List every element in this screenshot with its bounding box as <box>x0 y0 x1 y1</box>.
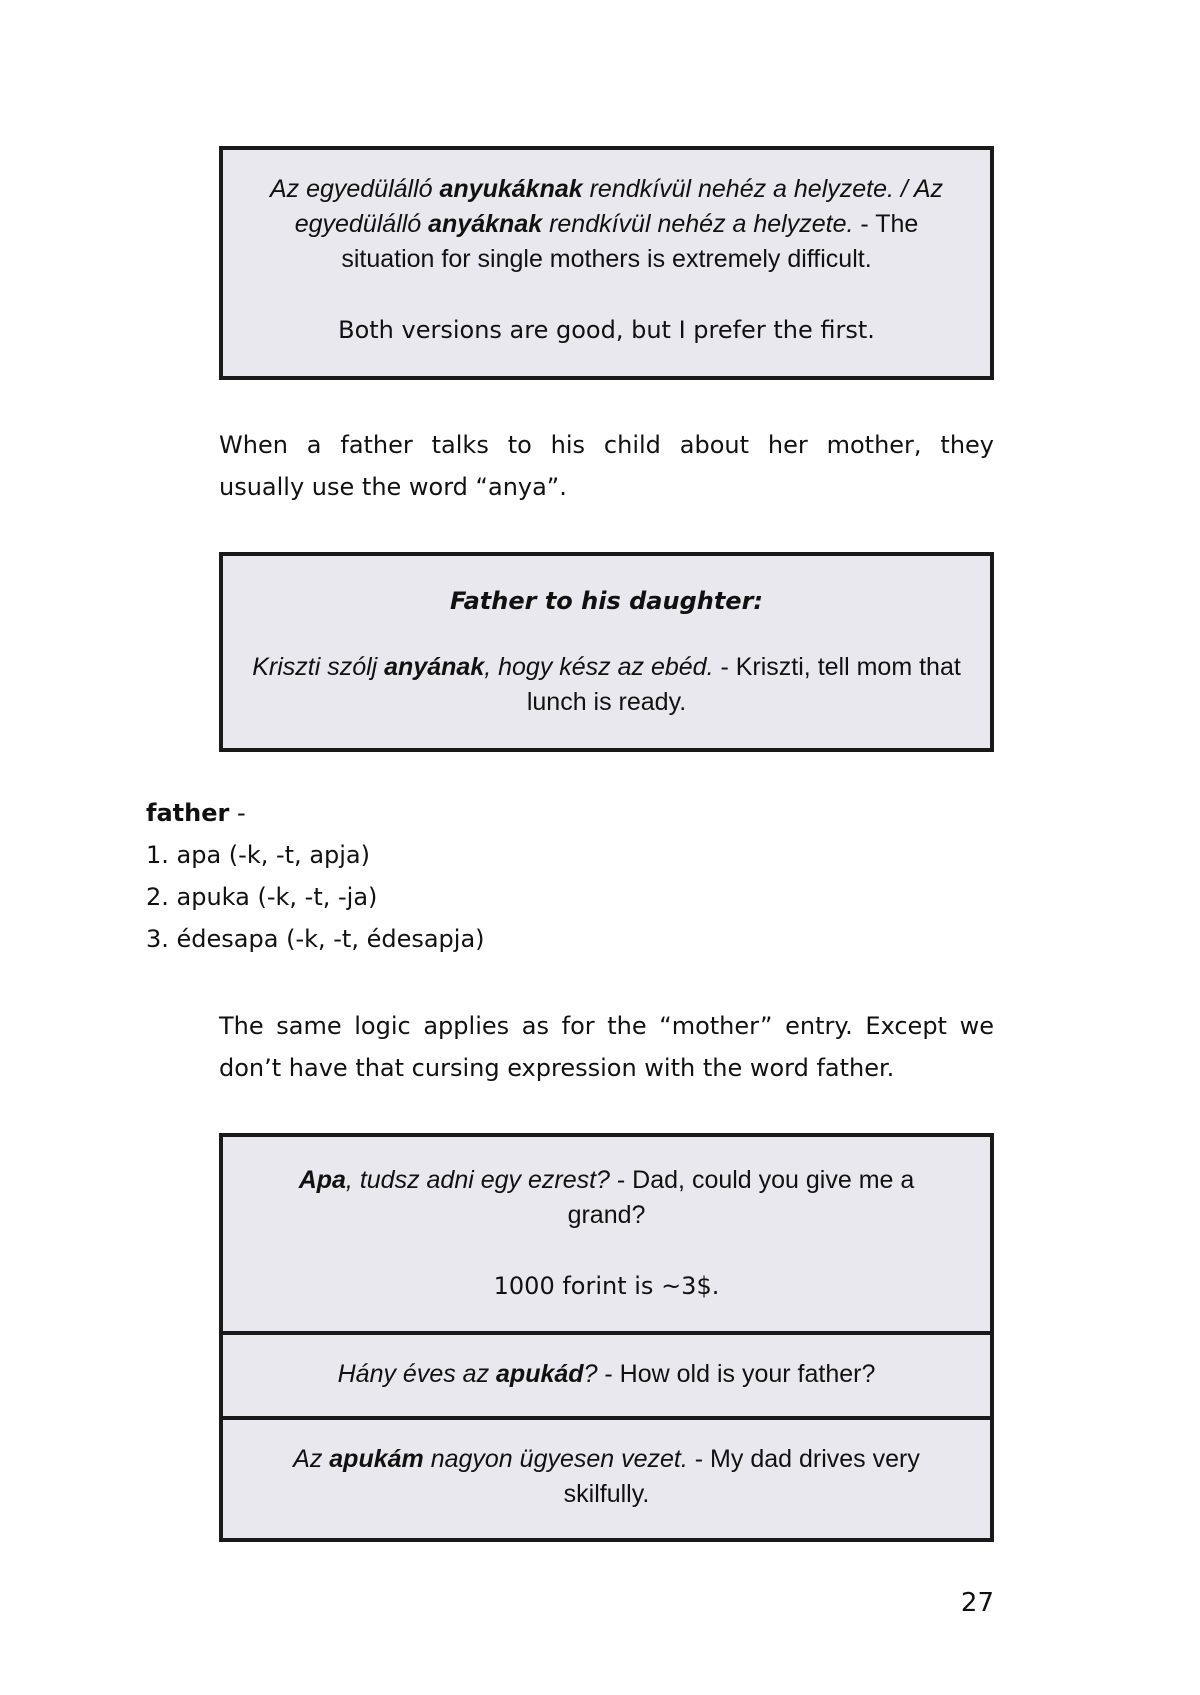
hungarian-text: , hogy kész az ebéd. <box>484 653 714 681</box>
hungarian-text: rendkívül nehéz a helyzete. / Az egyedülálló <box>294 175 944 238</box>
hungarian-text: ? <box>583 1360 598 1388</box>
example-sentence <box>283 1442 930 1512</box>
english-translation: - Kriszti, tell mom that lunch is ready. <box>526 653 961 716</box>
keyword: anyának <box>384 653 485 681</box>
example-note: Both versions are good, but I prefer the first. <box>338 316 875 344</box>
entry-form-item: 2. apuka (-k, -t, -ja) <box>146 883 378 911</box>
entry-headword-line <box>146 792 485 834</box>
hungarian-text: , tudsz adni egy ezrest? <box>345 1166 610 1194</box>
example-sentence <box>263 1357 950 1392</box>
paragraph-line: When a father talks to his child about her mother, they <box>219 431 994 459</box>
hungarian-text: nagyon ügyesen vezet. <box>423 1445 688 1473</box>
hungarian-text: Hány éves az <box>337 1360 497 1388</box>
hungarian-text: rendkívül nehéz a helyzete. <box>542 210 854 238</box>
paragraph-same-logic <box>219 1005 994 1089</box>
dictionary-entry-father <box>146 792 485 960</box>
keyword: anyáknak <box>428 210 543 238</box>
keyword: anyukáknak <box>439 175 583 203</box>
example-table-father <box>219 1133 994 1542</box>
example-note: 1000 forint is ~3$. <box>493 1272 720 1300</box>
english-translation: - Dad, could you give me a grand? <box>567 1166 915 1229</box>
english-translation: - My dad drives very skilfully. <box>563 1445 920 1508</box>
example-row-drives <box>223 1416 990 1538</box>
example-box-father-daughter <box>219 552 994 752</box>
hungarian-text: Az <box>293 1445 330 1473</box>
entry-form-item: 3. édesapa (-k, -t, édesapja) <box>146 925 485 953</box>
example-box-single-mothers <box>219 146 994 380</box>
keyword: Apa <box>298 1166 346 1194</box>
english-translation: - The situation for single mothers is extremely difficult. <box>341 210 919 273</box>
entry-headword: father <box>146 799 230 827</box>
example-sentence <box>251 650 962 720</box>
keyword: apukád <box>496 1360 584 1388</box>
entry-form-item: 1. apa (-k, -t, apja) <box>146 841 370 869</box>
example-row-grand <box>223 1137 990 1331</box>
paragraph-line: usually use the word “anya”. <box>219 473 567 501</box>
english-translation: - How old is your father? <box>597 1360 876 1388</box>
keyword: apukám <box>329 1445 424 1473</box>
hungarian-text: Az egyedülálló <box>269 175 440 203</box>
example-sentence <box>251 172 962 277</box>
paragraph-anya-usage <box>219 424 994 508</box>
example-row-age <box>223 1331 990 1416</box>
entry-forms-list <box>146 834 485 960</box>
paragraph-line: The same logic applies as for the “mother” entry. Except we <box>219 1012 994 1040</box>
page-number: 27 <box>960 1588 994 1618</box>
entry-dash: - <box>229 799 246 827</box>
example-sentence <box>263 1163 950 1233</box>
paragraph-line: don’t have that cursing expression with the word father. <box>219 1054 895 1082</box>
hungarian-text: Kriszti szólj <box>252 653 385 681</box>
example-heading: Father to his daughter: <box>449 587 764 615</box>
